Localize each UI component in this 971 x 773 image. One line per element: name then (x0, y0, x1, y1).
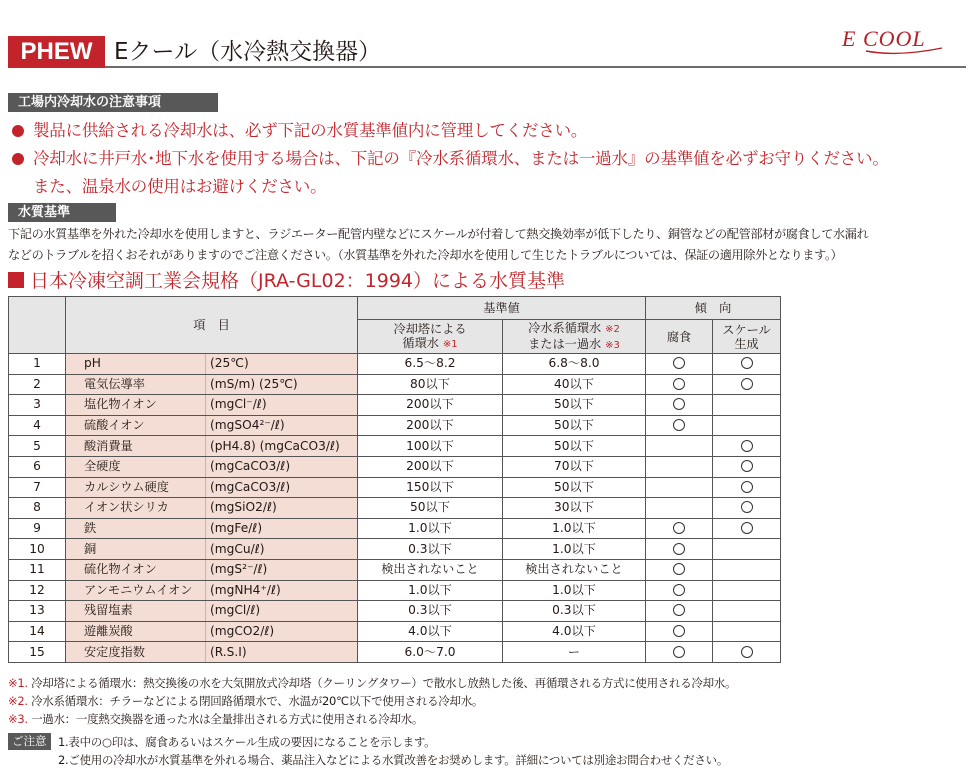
caution-badge: ご注意 (8, 733, 51, 750)
row-number: 7 (9, 477, 66, 498)
circle-mark-icon (673, 625, 685, 637)
water-quality-table (8, 296, 781, 663)
row-scale-mark (713, 559, 781, 580)
row-chill-value: 70以下 (503, 456, 646, 477)
circle-mark-icon (673, 646, 685, 658)
row-corrosion-mark (646, 498, 713, 519)
row-unit: (mgCu/ℓ) (206, 539, 358, 560)
row-tower-value: 検出されないこと (358, 559, 503, 580)
precaution-bullet-2: 冷却水に井戸水･地下水を使用する場合は、下記の『冷水系循環水、または一過水』の基準値を必ずお守りください。 (12, 145, 889, 169)
row-number: 13 (9, 601, 66, 622)
row-scale-mark (713, 477, 781, 498)
table-row (9, 395, 781, 416)
table-row (9, 559, 781, 580)
table-row (9, 477, 781, 498)
circle-mark-icon (673, 378, 685, 390)
table-row (9, 436, 781, 457)
row-unit: (mgNH4⁺/ℓ) (206, 580, 358, 601)
row-unit: (R.S.I) (206, 642, 358, 663)
row-number: 1 (9, 354, 66, 375)
row-chill-value: 検出されないこと (503, 559, 646, 580)
header-scale: スケール 生成 (713, 320, 781, 354)
circle-mark-icon (673, 357, 685, 369)
row-unit: (mgCl/ℓ) (206, 601, 358, 622)
row-tower-value: 4.0以下 (358, 621, 503, 642)
row-unit: (pH4.8) (mgCaCO3/ℓ) (206, 436, 358, 457)
header-tower-water: 冷却塔による 循環水 ※1 (358, 320, 503, 354)
heading-square-icon (8, 272, 24, 288)
row-item: 銅 (66, 539, 206, 560)
row-item: 塩化物イオン (66, 395, 206, 416)
row-item: 硫酸イオン (66, 415, 206, 436)
row-chill-value: 1.0以下 (503, 518, 646, 539)
row-corrosion-mark (646, 354, 713, 375)
row-corrosion-mark (646, 642, 713, 663)
row-item: カルシウム硬度 (66, 477, 206, 498)
row-item: アンモニウムイオン (66, 580, 206, 601)
row-corrosion-mark (646, 559, 713, 580)
row-tower-value: 200以下 (358, 456, 503, 477)
table-row (9, 374, 781, 395)
circle-mark-icon (673, 522, 685, 534)
row-number: 4 (9, 415, 66, 436)
row-chill-value: 0.3以下 (503, 601, 646, 622)
table-row (9, 539, 781, 560)
row-corrosion-mark (646, 477, 713, 498)
row-number: 5 (9, 436, 66, 457)
row-tower-value: 150以下 (358, 477, 503, 498)
row-corrosion-mark (646, 580, 713, 601)
row-scale-mark (713, 395, 781, 416)
standard-heading: 日本冷凍空調工業会規格（JRA-GL02：1994）による水質基準 (8, 266, 565, 292)
row-corrosion-mark (646, 601, 713, 622)
circle-mark-icon (673, 543, 685, 555)
circle-mark-icon (673, 419, 685, 431)
header-criteria: 基準値 (358, 297, 646, 320)
row-scale-mark (713, 601, 781, 622)
circle-mark-icon (741, 460, 753, 472)
header-corrosion: 腐食 (646, 320, 713, 354)
circle-mark-icon (741, 440, 753, 452)
row-number: 3 (9, 395, 66, 416)
row-number: 6 (9, 456, 66, 477)
row-tower-value: 1.0以下 (358, 580, 503, 601)
row-tower-value: 6.0～7.0 (358, 642, 503, 663)
caution-line-2: 2.ご使用の冷却水が水質基準を外れる場合、薬品注入などによる水質改善をお奨めします。詳細については別途お問合わせください。 (58, 753, 729, 767)
row-tower-value: 6.5～8.2 (358, 354, 503, 375)
row-chill-value: 50以下 (503, 395, 646, 416)
row-unit: (mgCaCO3/ℓ) (206, 477, 358, 498)
ecool-logo (838, 26, 950, 56)
row-corrosion-mark (646, 621, 713, 642)
row-corrosion-mark (646, 518, 713, 539)
table-row (9, 642, 781, 663)
row-number: 11 (9, 559, 66, 580)
bullet-dot-icon (12, 125, 24, 137)
water-standard-text-line-1: 下記の水質基準を外れた冷却水を使用しますと、ラジエーター配管内壁などにスケールが付着して熱交換効率が低下したり、銅管などの配管部材が腐食して水漏れ (8, 227, 869, 241)
row-chill-value: ー (503, 642, 646, 663)
footnote-1: ※1. 冷却塔による循環水：熱交換後の水を大気開放式冷却塔（クーリングタワー）で散水し放熱した後、再循環される方式に使用される冷却水。 (8, 676, 737, 690)
circle-mark-icon (673, 563, 685, 575)
circle-mark-icon (741, 646, 753, 658)
row-number: 10 (9, 539, 66, 560)
row-tower-value: 1.0以下 (358, 518, 503, 539)
bullet-dot-icon (12, 153, 24, 165)
circle-mark-icon (741, 481, 753, 493)
table-row (9, 498, 781, 519)
row-chill-value: 30以下 (503, 498, 646, 519)
row-unit: (mgFe/ℓ) (206, 518, 358, 539)
row-unit: (mgCl⁻/ℓ) (206, 395, 358, 416)
water-standard-label: 水質基準 (8, 203, 116, 222)
row-scale-mark (713, 518, 781, 539)
table-row (9, 354, 781, 375)
row-unit: (mgCaCO3/ℓ) (206, 456, 358, 477)
row-scale-mark (713, 642, 781, 663)
row-number: 2 (9, 374, 66, 395)
row-scale-mark (713, 580, 781, 601)
row-chill-value: 1.0以下 (503, 539, 646, 560)
row-tower-value: 200以下 (358, 415, 503, 436)
row-chill-value: 4.0以下 (503, 621, 646, 642)
row-item: 硫化物イオン (66, 559, 206, 580)
table-row (9, 621, 781, 642)
circle-mark-icon (741, 357, 753, 369)
row-scale-mark (713, 498, 781, 519)
row-chill-value: 50以下 (503, 477, 646, 498)
row-corrosion-mark (646, 395, 713, 416)
row-item: イオン状シリカ (66, 498, 206, 519)
row-number: 9 (9, 518, 66, 539)
row-item: 遊離炭酸 (66, 621, 206, 642)
table-row (9, 456, 781, 477)
circle-mark-icon (673, 398, 685, 410)
row-corrosion-mark (646, 456, 713, 477)
row-chill-value: 50以下 (503, 415, 646, 436)
row-scale-mark (713, 436, 781, 457)
header-item: 項 目 (66, 297, 358, 354)
row-number: 12 (9, 580, 66, 601)
table-row (9, 415, 781, 436)
circle-mark-icon (741, 501, 753, 513)
logo-text: E COOL (842, 26, 926, 51)
row-tower-value: 80以下 (358, 374, 503, 395)
product-title: Eクール（水冷熱交換器） (114, 39, 382, 65)
table-body (9, 354, 781, 663)
circle-mark-icon (673, 584, 685, 596)
product-code-badge: PHEW (8, 36, 105, 68)
circle-mark-icon (741, 378, 753, 390)
page-header (8, 36, 966, 68)
row-scale-mark (713, 374, 781, 395)
footnote-3: ※3. 一過水：一度熱交換器を通った水は全量排出される方式に使用される冷却水。 (8, 712, 424, 726)
row-scale-mark (713, 415, 781, 436)
circle-mark-icon (673, 604, 685, 616)
water-standard-text-line-2: などのトラブルを招くおそれがありますのでご注意ください。（水質基準を外れた冷却水を使用して生じたトラブルについては、保証の適用除外となります。） (8, 248, 843, 262)
row-tower-value: 0.3以下 (358, 601, 503, 622)
precaution-bullet-1: 製品に供給される冷却水は、必ず下記の水質基準値内に管理してください。 (12, 117, 587, 141)
row-tower-value: 100以下 (358, 436, 503, 457)
row-unit: (mgSO4²⁻/ℓ) (206, 415, 358, 436)
row-corrosion-mark (646, 374, 713, 395)
row-item: 安定度指数 (66, 642, 206, 663)
row-chill-value: 1.0以下 (503, 580, 646, 601)
caution-line-1: 1.表中の○印は、腐食あるいはスケール生成の要因になることを示します。 (58, 735, 436, 749)
row-number: 8 (9, 498, 66, 519)
header-chilled-water: 冷水系循環水 ※2 または一過水 ※3 (503, 320, 646, 354)
row-tower-value: 50以下 (358, 498, 503, 519)
row-tower-value: 200以下 (358, 395, 503, 416)
row-unit: (mS/m) (25℃) (206, 374, 358, 395)
row-chill-value: 40以下 (503, 374, 646, 395)
row-corrosion-mark (646, 539, 713, 560)
row-unit: (mgS²⁻/ℓ) (206, 559, 358, 580)
row-item: 電気伝導率 (66, 374, 206, 395)
footnote-2: ※2. 冷水系循環水：チラーなどによる閉回路循環水で、水温が20℃以下で使用される冷却水。 (8, 694, 484, 708)
row-unit: (mgSiO2/ℓ) (206, 498, 358, 519)
row-scale-mark (713, 354, 781, 375)
row-item: pH (66, 354, 206, 375)
row-item: 酸消費量 (66, 436, 206, 457)
row-unit: (25℃) (206, 354, 358, 375)
row-chill-value: 6.8～8.0 (503, 354, 646, 375)
header-no (9, 297, 66, 354)
table-row (9, 601, 781, 622)
header-tendency: 傾 向 (646, 297, 781, 320)
row-tower-value: 0.3以下 (358, 539, 503, 560)
table-row (9, 518, 781, 539)
circle-mark-icon (741, 522, 753, 534)
row-scale-mark (713, 539, 781, 560)
row-number: 15 (9, 642, 66, 663)
row-chill-value: 50以下 (503, 436, 646, 457)
row-item: 残留塩素 (66, 601, 206, 622)
row-number: 14 (9, 621, 66, 642)
row-unit: (mgCO2/ℓ) (206, 621, 358, 642)
row-scale-mark (713, 621, 781, 642)
precaution-continuation: また、温泉水の使用はお避けください。 (33, 177, 327, 196)
row-item: 全硬度 (66, 456, 206, 477)
row-corrosion-mark (646, 415, 713, 436)
row-corrosion-mark (646, 436, 713, 457)
table-row (9, 580, 781, 601)
row-scale-mark (713, 456, 781, 477)
row-item: 鉄 (66, 518, 206, 539)
precautions-label: 工場内冷却水の注意事項 (8, 93, 218, 112)
